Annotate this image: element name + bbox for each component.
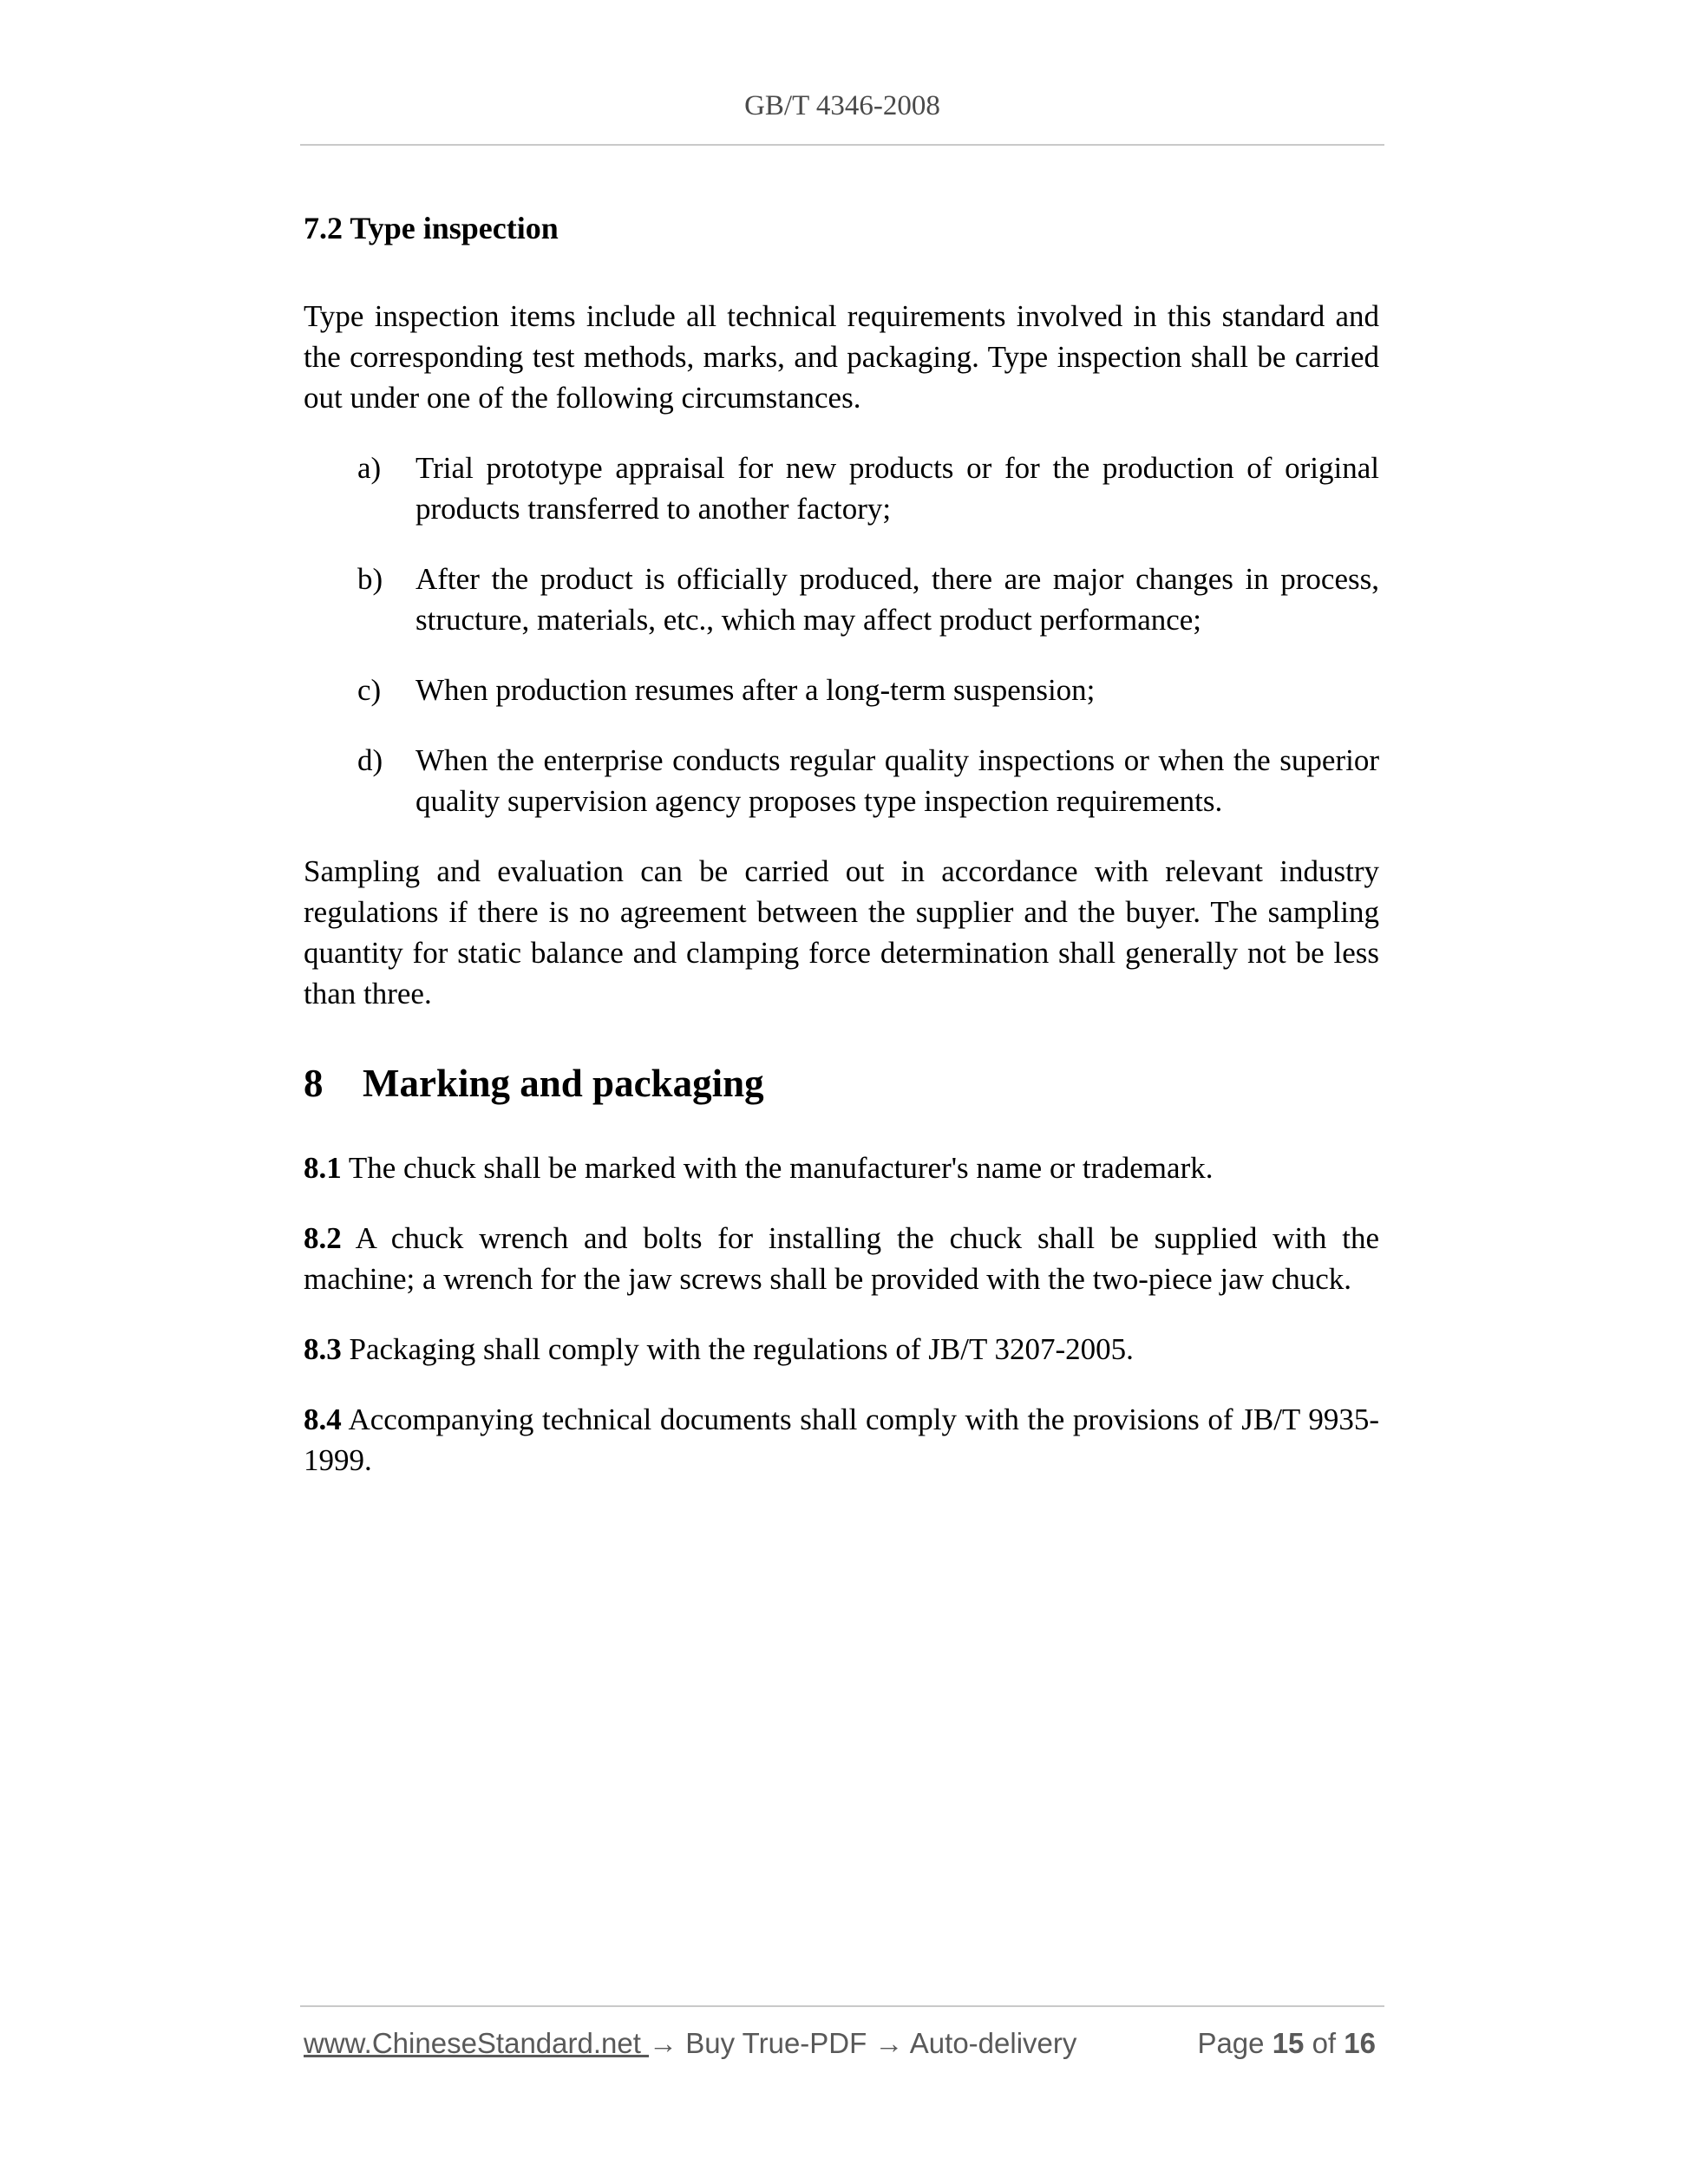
list-item-label: d) (357, 743, 383, 777)
clause-text: Accompanying technical documents shall comply with the provisions of JB/T 9935-1999. (304, 1403, 1379, 1477)
clause-8-4 (304, 1399, 1379, 1481)
clause-text: Packaging shall comply with the regulations of JB/T 3207-2005. (349, 1332, 1134, 1366)
clause-number: 8.4 (304, 1403, 342, 1436)
list-item-label: a) (357, 451, 382, 485)
list-item-text: After the product is officially produced, there are major changes in process, structure, materials, etc., which may affect product performance; (415, 562, 1379, 637)
list-item (304, 559, 1379, 640)
list-item (304, 448, 1379, 529)
page-label: Page (1197, 2027, 1265, 2059)
clause-number: 8.3 (304, 1332, 342, 1366)
list-item (304, 670, 1379, 710)
list-item-text: When production resumes after a long-term suspension; (415, 673, 1096, 707)
of-label: of (1312, 2027, 1337, 2059)
clause-8-2 (304, 1218, 1379, 1299)
clause-number: 8.1 (304, 1151, 342, 1185)
page-total: 16 (1344, 2027, 1376, 2059)
page-number (1197, 2027, 1376, 2060)
footer-promo-text: → Buy True-PDF → Auto-delivery (649, 2027, 1077, 2059)
clause-number: 8.2 (304, 1221, 342, 1255)
list-item-label: c) (357, 673, 382, 707)
clause-text: The chuck shall be marked with the manufacturer's name or trademark. (348, 1151, 1214, 1185)
page-current: 15 (1272, 2027, 1305, 2059)
section-7-2-heading: 7.2 Type inspection (304, 211, 559, 245)
list-item-text: When the enterprise conducts regular quality inspections or when the superior quality supervision agency proposes type inspection requirements. (415, 743, 1379, 818)
chinese-standard-link[interactable]: www.ChineseStandard.net (304, 2027, 650, 2059)
clause-text: A chuck wrench and bolts for installing the chuck shall be supplied with the machine; a wrench for the jaw screws shall be provided with the two-piece jaw chuck. (304, 1221, 1379, 1296)
circumstances-list (304, 448, 1379, 821)
section-8-heading (304, 1059, 1379, 1108)
section-8-number: 8 (304, 1062, 324, 1105)
list-item-text: Trial prototype appraisal for new products or for the production of original products transferred to another factory; (415, 451, 1379, 526)
footer-rule (300, 2005, 1384, 2007)
clause-8-3 (304, 1329, 1379, 1370)
list-item (304, 740, 1379, 821)
list-item-label: b) (357, 562, 383, 596)
clause-8-1 (304, 1148, 1379, 1188)
sampling-paragraph: Sampling and evaluation can be carried out in accordance with relevant industry regulations if there is no agreement between the supplier and the buyer. The sampling quantity for static balance and clamping force determination shall generally not be less than three. (304, 854, 1379, 1010)
page-body (304, 208, 1379, 1510)
type-inspection-intro: Type inspection items include all technical requirements involved in this standard and the corresponding test methods, marks, and packaging. Type inspection shall be carried out under one of the following circumstances. (304, 299, 1379, 415)
section-8-title: Marking and packaging (363, 1062, 764, 1105)
footer-promo (304, 2027, 1076, 2060)
page-footer (304, 2027, 1379, 2065)
header-rule (300, 144, 1384, 146)
running-header: GB/T 4346-2008 (744, 90, 940, 121)
